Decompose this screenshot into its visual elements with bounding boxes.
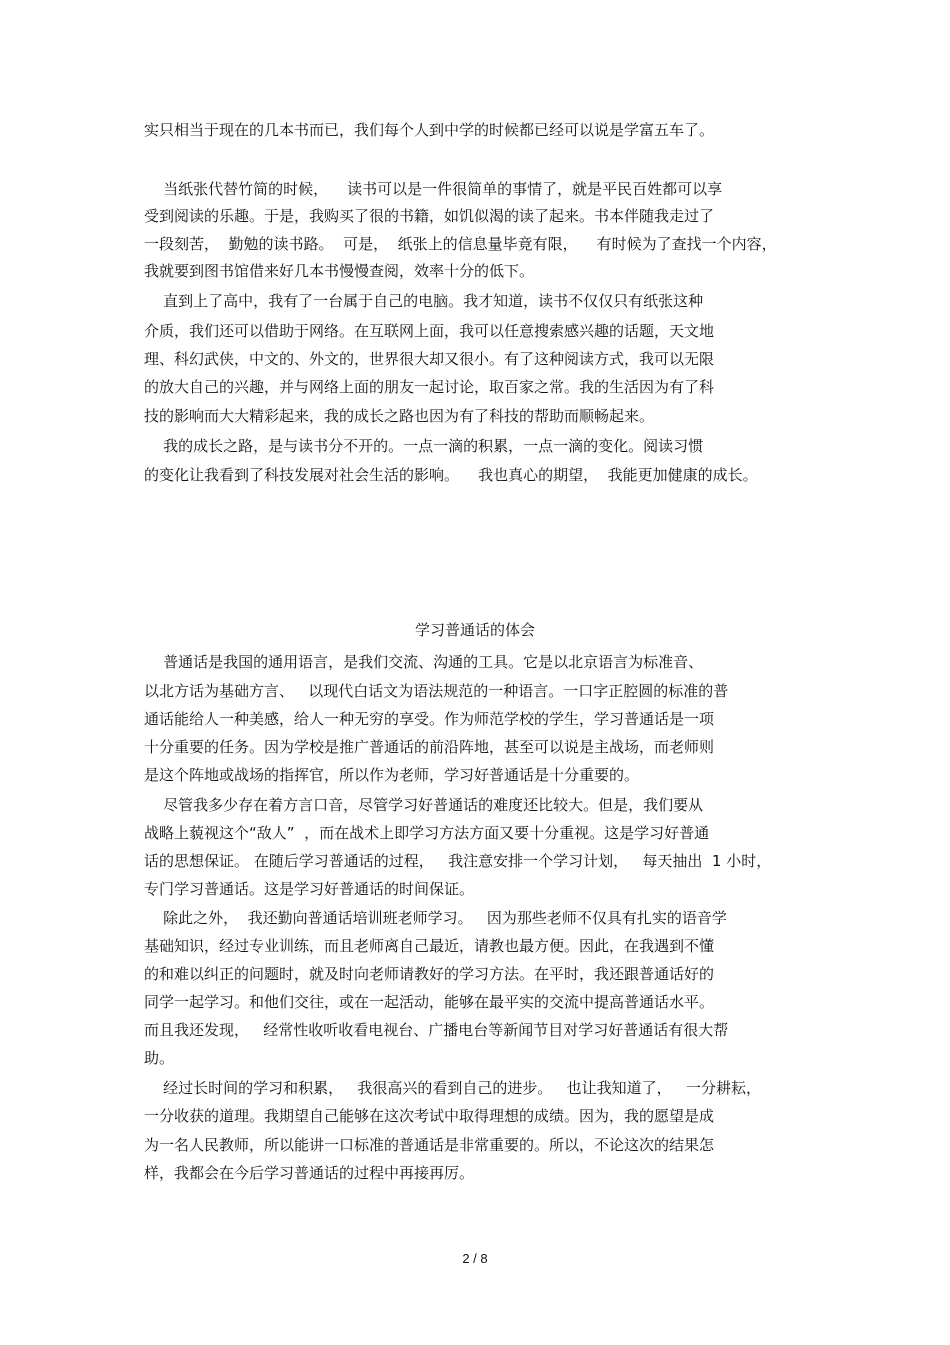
page-number: 2 / 8 [462,1251,488,1266]
text-line: 一分收获的道理。我期望自己能够在这次考试中取得理想的成绩。因为，我的愿望是成 [144,1107,715,1125]
text-line: 除此之外， 我还勤向普通话培训班老师学习。 因为那些老师不仅具有扎实的语音学 [144,909,727,927]
text-line: 的变化让我看到了科技发展对社会生活的影响。 我也真心的期望， 我能更加健康的成长。 [144,466,758,484]
text-line: 战略上藐视这个“敌人” ，而在战术上即学习方法方面又要十分重视。这是学习好普通 [144,824,710,842]
text-line: 样，我都会在今后学习普通话的过程中再接再厉。 [144,1164,475,1182]
text-line: 的和难以纠正的问题时，就及时向老师请教好的学习方法。在平时，我还跟普通话好的 [144,965,715,983]
text-line: 当纸张代替竹简的时候， 读书可以是一件很简单的事情了，就是平民百姓都可以享 [144,180,723,198]
text-line: 受到阅读的乐趣。于是，我购买了很的书籍，如饥似渴的读了起来。书本伴随我走过了 [144,207,715,225]
text-line: 以北方话为基础方言、 以现代白话文为语法规范的一种语言。一口字正腔圆的标准的普 [144,682,729,700]
text-line: 尽管我多少存在着方言口音，尽管学习好普通话的难度还比较大。但是，我们要从 [144,796,704,814]
text-line: 一段刻苦， 勤勉的读书路。 可是， 纸张上的信息量毕竟有限， 有时候为了查找一个内容， [144,235,777,253]
text-line: 话的思想保证。 在随后学习普通话的过程， 我注意安排一个学习计划， 每天抽出 1 小时， [144,852,772,870]
text-line: 实只相当于现在的几本书而已，我们每个人到中学的时候都已经可以说是学富五车了。 [144,121,715,139]
text-line: 同学一起学习。和他们交往，或在一起活动，能够在最平实的交流中提高普通话水平。 [144,993,715,1011]
text-line: 普通话是我国的通用语言，是我们交流、沟通的工具。它是以北京语言为标准音、 [144,653,704,671]
text-line: 技的影响而大大精彩起来，我的成长之路也因为有了科技的帮助而顺畅起来。 [144,407,655,425]
text-line: 十分重要的任务。因为学校是推广普通话的前沿阵地，甚至可以说是主战场，而老师则 [144,738,715,756]
section-title: 学习普通话的体会 [414,621,535,639]
text-line: 的放大自己的兴趣，并与网络上面的朋友一起讨论，取百家之常。我的生活因为有了科 [144,378,715,396]
text-line: 介质，我们还可以借助于网络。在互联网上面，我可以任意搜索感兴趣的话题，天文地 [144,322,715,340]
text-line: 而且我还发现， 经常性收听收看电视台、广播电台等新闻节目对学习好普通话有很大帮 [144,1021,729,1039]
text-line: 为一名人民教师，所以能讲一口标准的普通话是非常重要的。所以，不论这次的结果怎 [144,1136,715,1154]
text-line: 经过长时间的学习和积累， 我很高兴的看到自己的进步。 也让我知道了， 一分耕耘， [144,1079,761,1097]
text-line: 理、科幻武侠，中文的、外文的，世界很大却又很小。有了这种阅读方式，我可以无限 [144,350,715,368]
text-line: 我就要到图书馆借来好几本书慢慢查阅，效率十分的低下。 [144,262,535,280]
text-line: 基础知识，经过专业训练，而且老师离自己最近，请教也最方便。因此，在我遇到不懂 [144,937,715,955]
text-line: 是这个阵地或战场的指挥官，所以作为老师，学习好普通话是十分重要的。 [144,766,640,784]
text-line: 我的成长之路，是与读书分不开的。一点一滴的积累，一点一滴的变化。阅读习惯 [144,437,704,455]
text-line: 直到上了高中，我有了一台属于自己的电脑。我才知道，读书不仅仅只有纸张这种 [144,292,704,310]
text-line: 助。 [144,1049,175,1067]
text-line: 专门学习普通话。这是学习好普通话的时间保证。 [144,880,475,898]
text-line: 通话能给人一种美感，给人一种无穷的享受。作为师范学校的学生，学习普通话是一项 [144,710,715,728]
